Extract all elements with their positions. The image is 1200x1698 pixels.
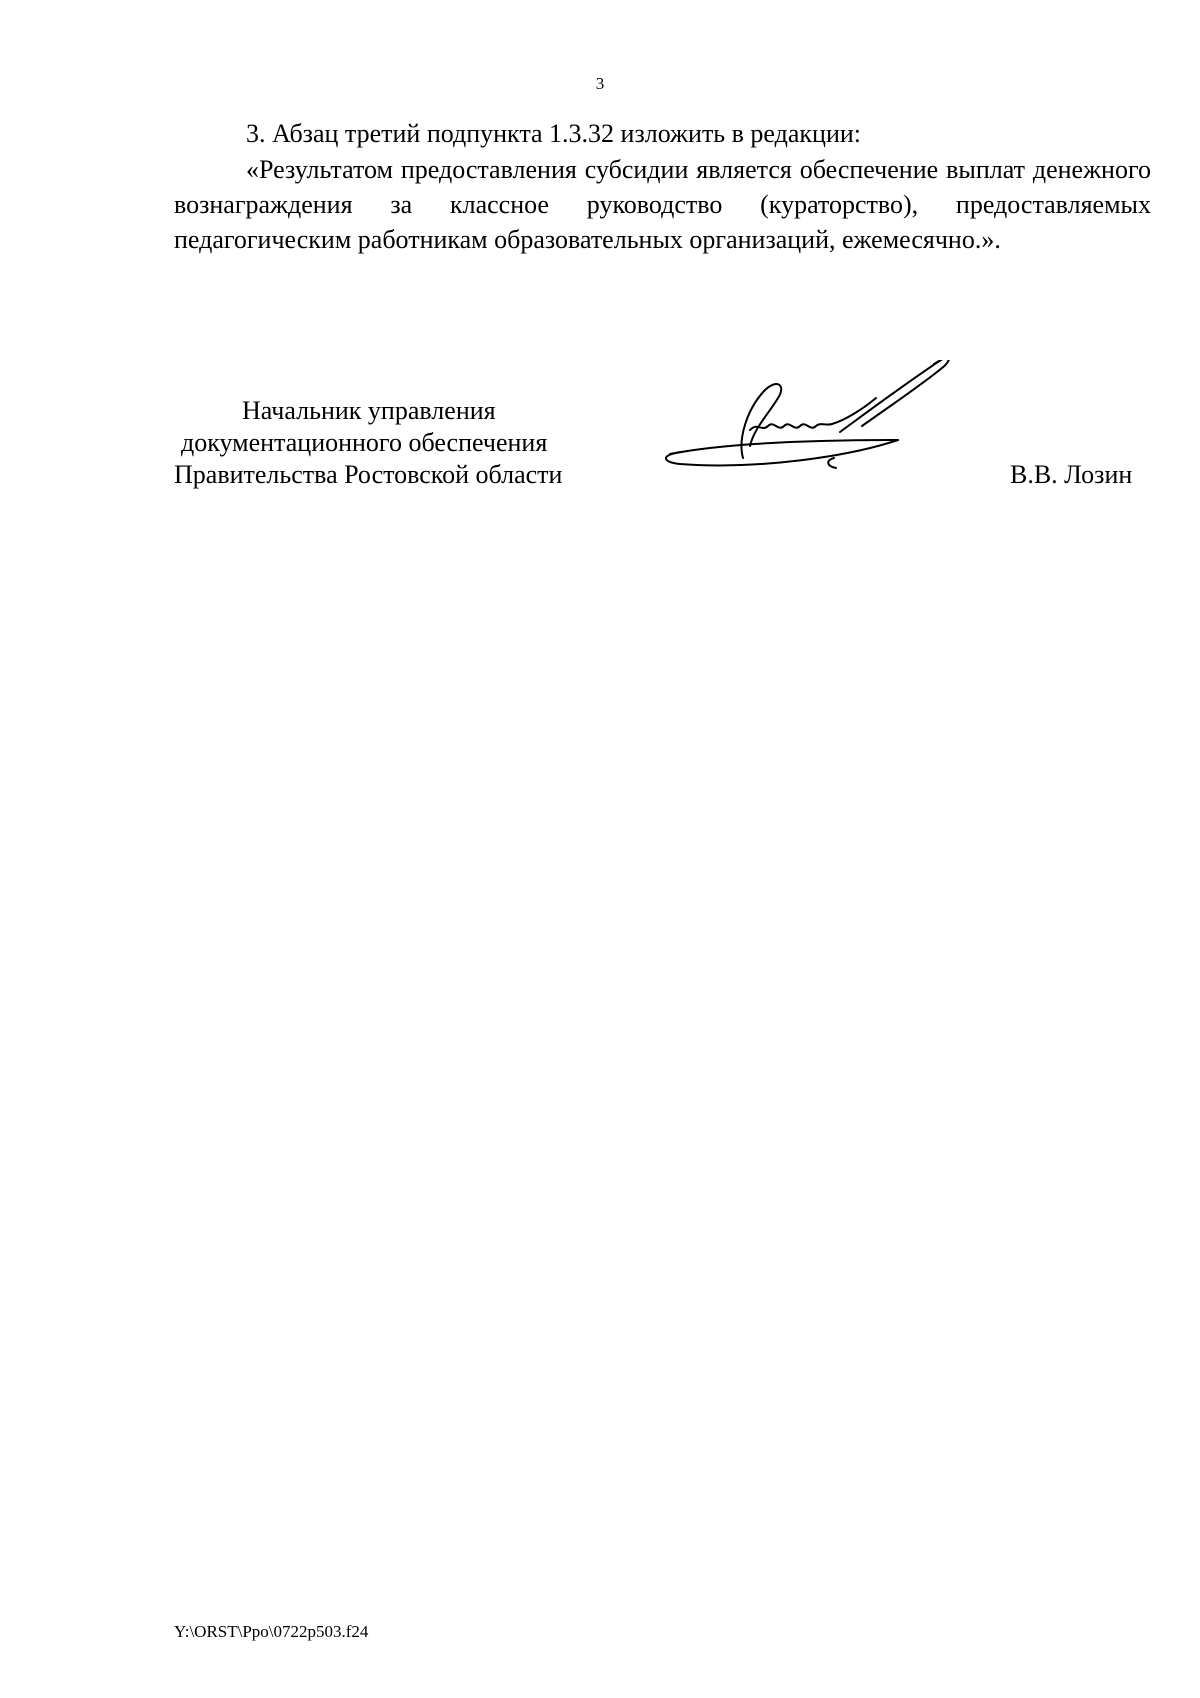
item-heading: 3. Абзац третий подпункта 1.3.32 изложить в редакции: [246,119,861,148]
file-path: Y:\ORST\Ppo\0722p503.f24 [174,1622,369,1641]
signatory-position [174,395,562,491]
signatory-position-line: документационного обеспечения [181,428,548,457]
page-number: 3 [595,74,605,93]
signatory-name: В.В. Лозин [1010,460,1133,489]
item-paragraph: «Результатом предоставления субсидии является обеспечение выплат денежного вознаграждения за классное руководство (кураторство), предоставляемых педагогическим работникам образовательных организаций, ежемесячно.». [174,155,1151,254]
signatory-position-line: Правительства Ростовской области [174,460,563,489]
handwritten-signature [650,360,1000,510]
signatory-position-line: Начальник управления [242,396,496,425]
